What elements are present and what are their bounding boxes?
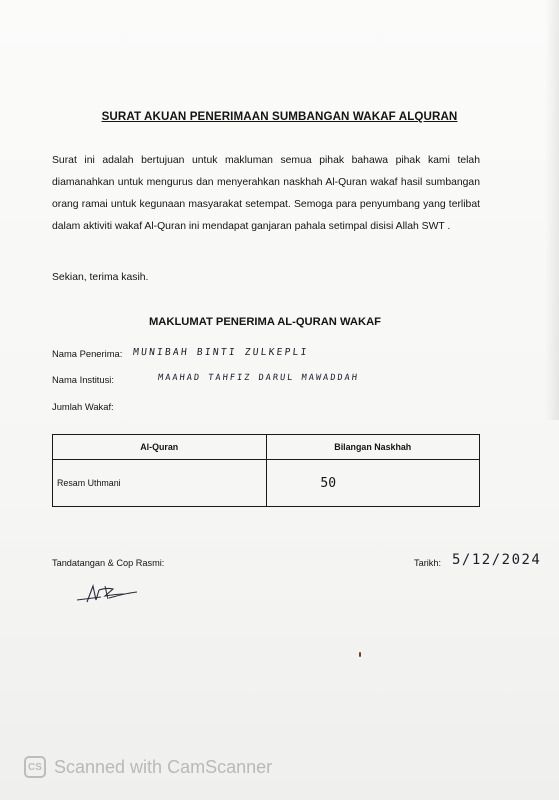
paper-fold-shadow (545, 0, 559, 420)
institution-name-value: MAAHAD TAHFIZ DARUL MAWADDAH (157, 373, 360, 383)
closing-line: Sekian, terima kasih. (52, 272, 149, 283)
table-header-quran: Al-Quran (53, 435, 267, 460)
table-cell-count: 50 (266, 460, 480, 507)
table-header-row (53, 435, 480, 460)
ink-speck (359, 652, 361, 657)
date-value: 5/12/2024 (452, 552, 542, 568)
quantity-label: Jumlah Wakaf: (52, 401, 114, 412)
statement-paragraph: Surat ini adalah bertujuan untuk makluman semua pihak bahawa pihak kami telah diamanahkan untuk mengurus dan menyerahkan naskhah Al-Quran wakaf hasil sumbangan orang ramai untuk kegunaan masyarakat setempat. Semoga para penyumbang yang terlibat dalam aktiviti wakaf Al-Quran ini mendapat ganjaran pahala setimpal disisi Allah SWT . (52, 155, 480, 232)
camscanner-logo-icon: CS (24, 756, 46, 778)
table-cell-item: Resam Uthmani (53, 460, 267, 507)
watermark-text: Scanned with CamScanner (54, 756, 273, 777)
table-row (53, 460, 480, 507)
date-label: Tarikh: (414, 558, 442, 568)
wakaf-table (52, 434, 480, 507)
signature-label: Tandatangan & Cop Rasmi: (52, 558, 165, 568)
camscanner-watermark (24, 756, 272, 778)
recipient-name-label: Nama Penerima: (52, 348, 123, 359)
document-title: SURAT AKUAN PENERIMAAN SUMBANGAN WAKAF ALQURAN (101, 110, 458, 123)
recipient-name-value: MUNIBAH BINTI ZULKEPLI (132, 347, 310, 358)
handwritten-signature (75, 578, 139, 608)
table-header-count: Bilangan Naskhah (266, 435, 480, 460)
recipient-section-title: MAKLUMAT PENERIMA AL-QURAN WAKAF (148, 316, 381, 328)
institution-name-label: Nama Institusi: (52, 374, 114, 385)
